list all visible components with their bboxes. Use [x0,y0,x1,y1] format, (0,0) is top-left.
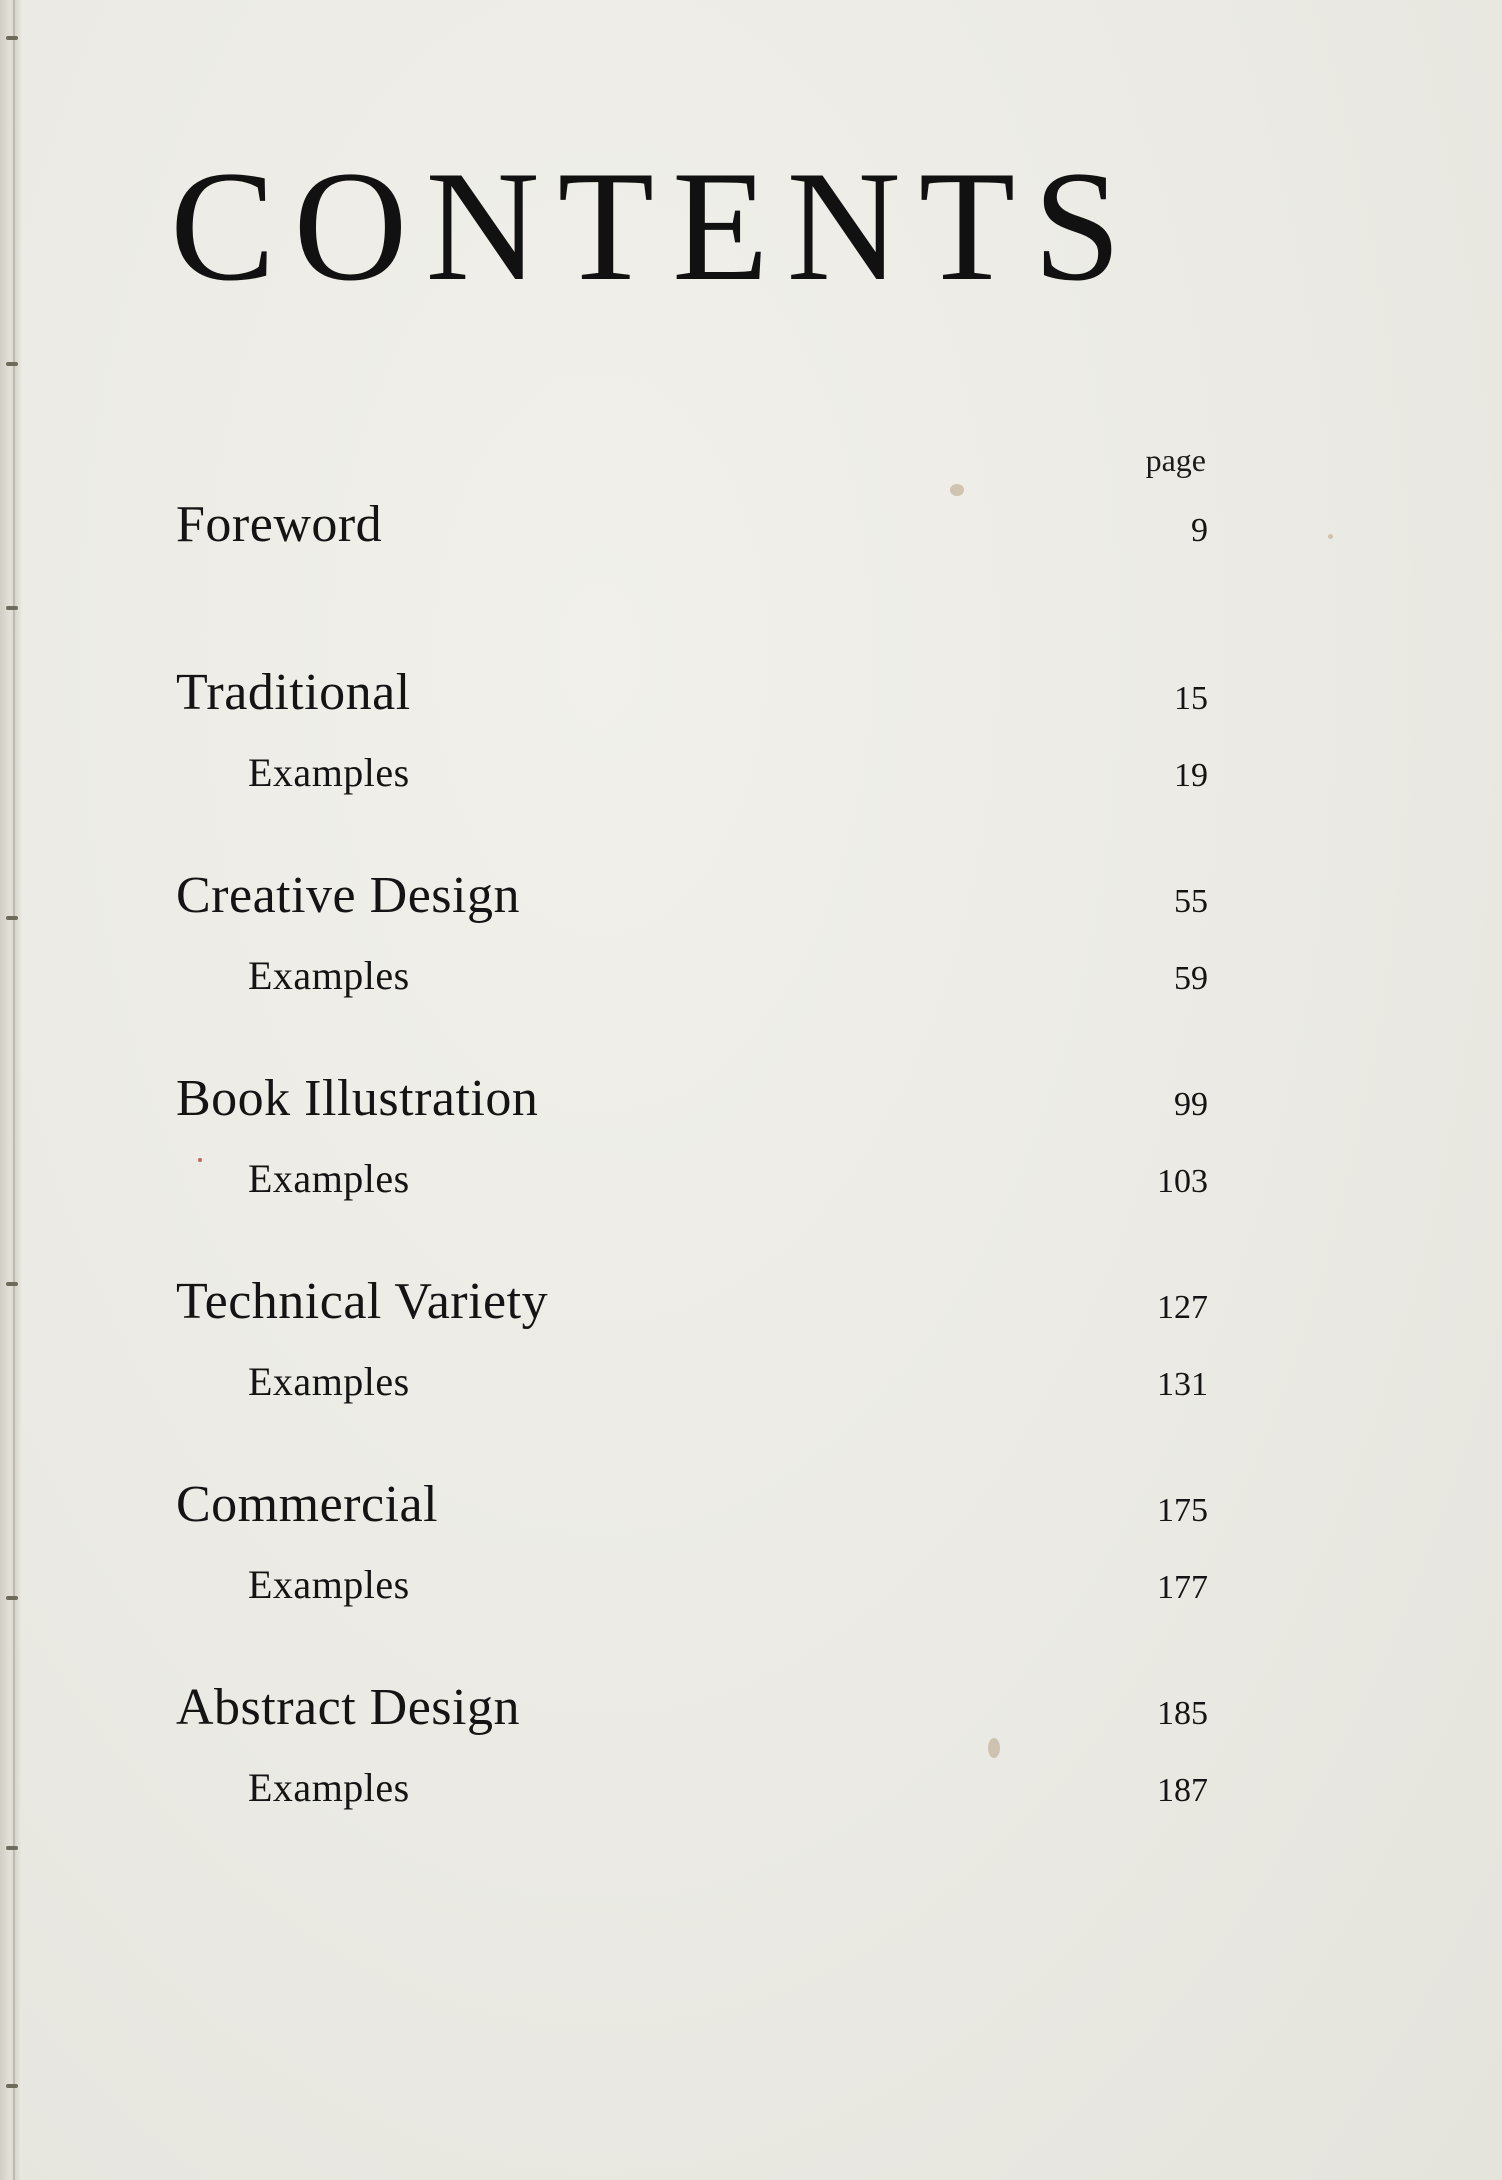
toc-section-commercial [176,1474,1208,1613]
toc-subentry [176,748,1208,801]
binding-stitch [6,2084,18,2088]
toc-subentry-label: Examples [248,750,410,795]
toc-subentry [176,1154,1208,1207]
binding-edge [0,0,22,2180]
toc-section-creative-design [176,865,1208,1004]
binding-stitch [6,36,18,40]
binding-stitch [6,1282,18,1286]
toc-subentry-label: Examples [248,1359,410,1404]
toc-subentry [176,1560,1208,1613]
toc-entry-page: 15 [1174,680,1208,717]
toc-subentry-page: 131 [1157,1366,1208,1403]
toc-section-foreword [176,494,1208,562]
toc-subentry-label: Examples [248,1156,410,1201]
toc-subentry-label: Examples [248,1562,410,1607]
toc-entry-page: 55 [1174,883,1208,920]
binding-stitch [6,606,18,610]
toc-entry-label: Book Illustration [176,1070,539,1127]
toc-subentry [176,951,1208,1004]
binding-stitch [6,362,18,366]
toc-subentry-page: 19 [1174,757,1208,794]
toc-subentry-page: 187 [1157,1772,1208,1809]
toc-subentry-page: 59 [1174,960,1208,997]
toc-section-traditional [176,662,1208,801]
binding-line [13,0,15,2180]
toc-entry [176,1068,1208,1136]
toc-subentry [176,1763,1208,1816]
toc-subentry-label: Examples [248,1765,410,1810]
toc-entry [176,494,1208,562]
toc-entry-label: Creative Design [176,867,520,924]
toc-entry-label: Technical Variety [176,1273,549,1330]
toc-entry-label: Traditional [176,664,411,721]
toc-entry-page: 185 [1157,1695,1208,1732]
toc-entry [176,1677,1208,1745]
toc-subentry-label: Examples [248,953,410,998]
toc-entry-page: 175 [1157,1492,1208,1529]
page-column-label: page [1145,442,1206,478]
toc-subentry-page: 177 [1157,1569,1208,1606]
toc-section-book-illustration [176,1068,1208,1207]
binding-stitch [6,1846,18,1850]
toc-subentry-page: 103 [1157,1163,1208,1200]
toc-entry [176,662,1208,730]
toc-entry [176,1271,1208,1339]
toc-section-abstract-design [176,1677,1208,1816]
toc-entry-label: Abstract Design [176,1679,520,1736]
toc-entry-label: Foreword [176,496,383,553]
toc-entry-page: 127 [1157,1289,1208,1326]
toc-subentry [176,1357,1208,1410]
page-title: CONTENTS [170,139,1140,314]
toc-section-technical-variety [176,1271,1208,1410]
toc-entry [176,1474,1208,1542]
toc-entry-page: 99 [1174,1086,1208,1123]
paper-speck [1328,534,1333,539]
toc-entry-label: Commercial [176,1476,439,1533]
binding-stitch [6,916,18,920]
toc-entry-page: 9 [1191,512,1208,549]
toc-entry [176,865,1208,933]
binding-stitch [6,1596,18,1600]
table-of-contents [176,494,1208,1816]
